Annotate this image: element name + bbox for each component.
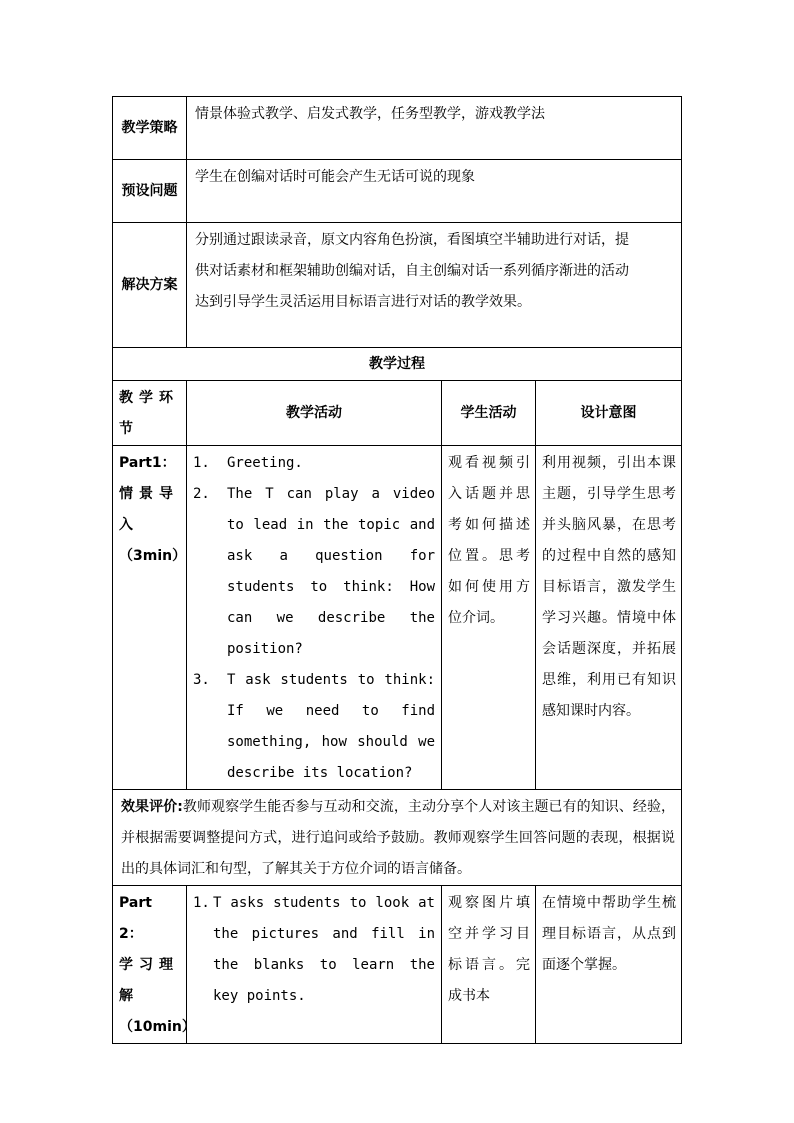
strategy-label: 教学策略: [113, 97, 187, 160]
lesson-plan-table: [112, 96, 682, 1044]
list-item: 1. Greeting.: [193, 455, 303, 471]
list-item: 3. T ask students to think: If we need to find something, how should we describe its location?: [193, 672, 435, 781]
part2-design-intent: 在情境中帮助学生梳理目标语言，从点到面逐个掌握。: [536, 886, 682, 1044]
strategy-content: 情景体验式教学、启发式教学，任务型教学，游戏教学法: [187, 97, 682, 160]
part2-row: [113, 886, 682, 1044]
preset-problem-label: 预设问题: [113, 160, 187, 223]
part2-student-activity: 观察图片填空并学习目标语言。完成书本: [442, 886, 536, 1044]
part1-row: [113, 446, 682, 790]
evaluation-row: [113, 790, 682, 886]
process-title-row: [113, 348, 682, 381]
strategy-row: [113, 97, 682, 160]
preset-problem-content: 学生在创编对话时可能会产生无话可说的现象: [187, 160, 682, 223]
list-item: 1. T asks students to look at the pictures and fill in the blanks to learn the key points.: [193, 895, 435, 1004]
preset-problem-row: [113, 160, 682, 223]
part1-student-activity: 观看视频引入话题并思考如何描述位置。思考如何使用方位介词。: [442, 446, 536, 790]
part2-name: Part 2：: [119, 895, 152, 942]
part1-time: （3min）: [119, 548, 187, 564]
evaluation-text: 教师观察学生能否参与互动和交流，主动分享个人对该主题已有的知识、经验，并根据需要调整提问方式，进行追问或给予鼓励。教师观察学生回答问题的表现，根据说出的具体词汇和句型，了解其关于方位介词的语言储备。: [121, 799, 676, 877]
part2-time: （10min）: [119, 1019, 196, 1035]
part2-stage: [113, 886, 196, 1044]
list-item: 2. The T can play a video to lead in the topic and ask a question for students to think: How can we describe the position?: [193, 486, 435, 657]
part1-title: 情景导入: [119, 486, 179, 533]
header-student-activity: 学生活动: [442, 381, 536, 446]
solution-label: 解决方案: [113, 223, 187, 348]
header-design-intent: 设计意图: [536, 381, 682, 446]
part1-design-intent: 利用视频，引出本课主题，引导学生思考并头脑风暴，在思考的过程中自然的感知目标语言，激发学生学习兴趣。情境中体会话题深度，并拓展思维，利用已有知识感知课时内容。: [536, 446, 682, 790]
part1-name: Part1：: [119, 455, 176, 471]
process-title: 教学过程: [113, 348, 682, 381]
part1-activity-list: [187, 448, 441, 789]
part2-title: 学习理解: [119, 957, 179, 1004]
solution-content: 分别通过跟读录音，原文内容角色扮演，看图填空半辅助进行对话，提供对话素材和框架辅助创编对话，自主创编对话一系列循序渐进的活动达到引导学生灵活运用目标语言进行对话的教学效果。: [195, 232, 629, 310]
part1-stage: [113, 446, 187, 790]
evaluation-label: 效果评价:: [121, 799, 183, 815]
header-stage: 教学环节: [119, 390, 179, 437]
header-teacher-activity: 教学活动: [187, 381, 442, 446]
part2-activity-list: [187, 888, 441, 1012]
process-header-row: [113, 381, 682, 446]
solution-row: [113, 223, 682, 348]
